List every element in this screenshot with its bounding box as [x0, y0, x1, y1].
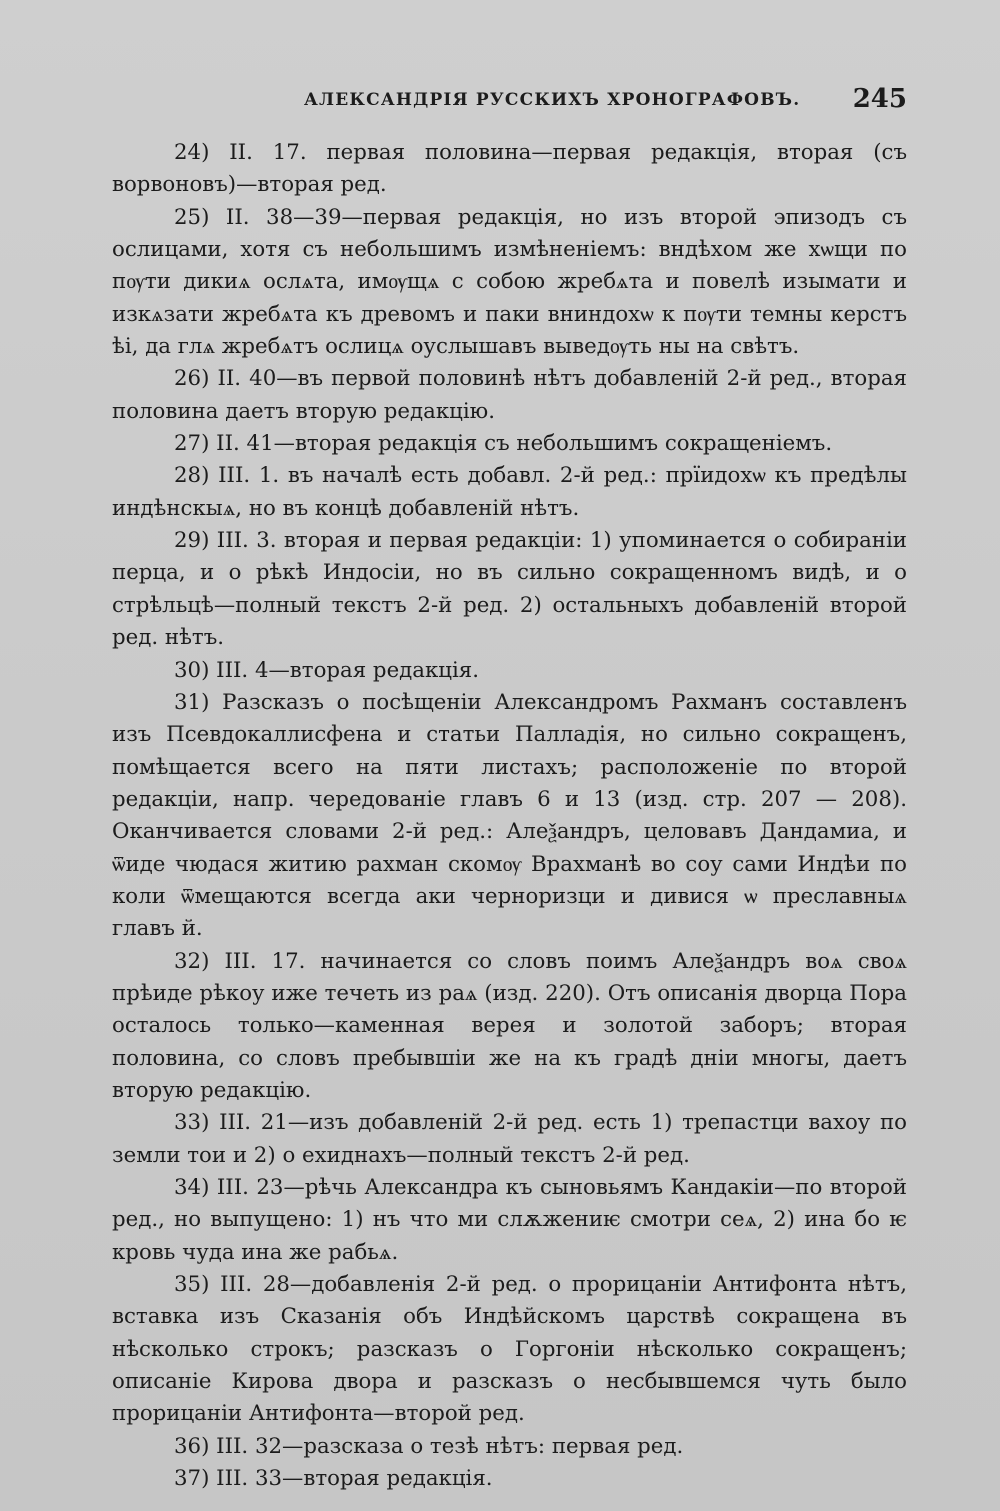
entry-37: 37) III. 33—вторая редакція.	[174, 1466, 493, 1492]
entry-34: 34) III. 23—рѣчь Александра къ сыновьямъ Кандакіи—по второй ред., но выпущено: 1) нъ что ми слѫжениѥ смотри сеѧ, 2) ина бо ѥ кровь чуда ина же рабьѧ.	[112, 1175, 907, 1265]
entry-35: 35) III. 28—добавленія 2-й ред. о прорицаніи Антифонта нѣтъ, вставка изъ Сказанія объ Индѣйскомъ царствѣ сокращена въ нѣсколько строкъ; разсказъ о Горгоніи нѣсколько сокращенъ; описаніе Кирова двора и разсказъ о несбывшемся чуть было прорицаніи Антифонта—второй ред.	[112, 1272, 907, 1427]
page-number: 245	[852, 84, 907, 114]
entry-28: 28) III. 1. въ началѣ есть добавл. 2-й ред.: прїидохѡ къ предѣлы индѣнскыѧ, но въ концѣ добавленій нѣтъ.	[112, 463, 907, 521]
entry-32: 32) III. 17. начинается со словъ поимъ Алеѯандръ воѧ своѧ прѣиде рѣкоу иже течеть из раѧ (изд. 220). Отъ описанія дворца Пора осталось только—каменная верея и золотой заборъ; вторая половина, со словъ пребывшiи же на къ градѣ днiи многы, даетъ вторую редакцію.	[112, 948, 907, 1103]
entry-27: 27) II. 41—вторая редакція съ небольшимъ сокращеніемъ.	[174, 431, 833, 457]
page-body	[112, 137, 907, 1495]
page-header	[112, 84, 907, 120]
entry-33: 33) III. 21—изъ добавленій 2-й ред. есть 1) трепастци вахоу по земли тои и 2) о ехиднахъ—полный текстъ 2-й ред.	[112, 1110, 907, 1168]
entry-30: 30) III. 4—вторая редакція.	[174, 657, 479, 683]
entry-26: 26) II. 40—въ первой половинѣ нѣтъ добавленій 2-й ред., вторая половина даетъ вторую редакцію.	[112, 366, 907, 424]
entry-25: 25) II. 38—39—первая редакція, но изъ второй эпизодъ съ ослицами, хотя съ небольшимъ измѣненіемъ: вндѣхом же хѡщи по пѹти дикиѧ ослѧта, имѹщѧ с собою жребѧта и повелѣ изымати и изкѧзати жребѧта къ древомъ и паки вниндохѡ к пѹти темны керстъ ѣі, да глѧ жребѧтъ ослицѧ оуслышавъ выведѹть ны на свѣтъ.	[112, 204, 907, 360]
entry-31: 31) Разсказъ о посѣщеніи Александромъ Рахманъ составленъ изъ Псевдокаллисфена и статьи Палладія, но сильно сокращенъ, помѣщается всего на пяти листахъ; расположеніе по второй редакціи, напр. чередованіе главъ 6 и 13 (изд. стр. 207 — 208). Оканчивается словами 2-й ред.: Алеѯандръ, целовавъ Дандамиа, и ѿиде чюдася житию рахман скомѹ Врахманѣ во соу сами Индѣи по коли ѿмещаются всегда аки черноризци и дивися ѡ преславныѧ главъ й.	[112, 689, 907, 942]
entry-24: 24) II. 17. первая половина—первая редакція, вторая (съ ворвоновъ)—вторая ред.	[112, 140, 907, 198]
entry-29: 29) III. 3. вторая и первая редакціи: 1) упоминается о собираніи перца, и о рѣкѣ Индосіи, но въ сильно сокращенномъ видѣ, и о стрѣльцѣ—полный текстъ 2-й ред. 2) остальныхъ добавленій второй ред. нѣтъ.	[112, 528, 907, 651]
entry-36: 36) III. 32—разсказа о тезѣ нѣтъ: первая ред.	[174, 1433, 684, 1459]
running-title: АЛЕКСАНДРІЯ РУССКИХЪ ХРОНОГРАФОВЪ.	[304, 90, 801, 110]
